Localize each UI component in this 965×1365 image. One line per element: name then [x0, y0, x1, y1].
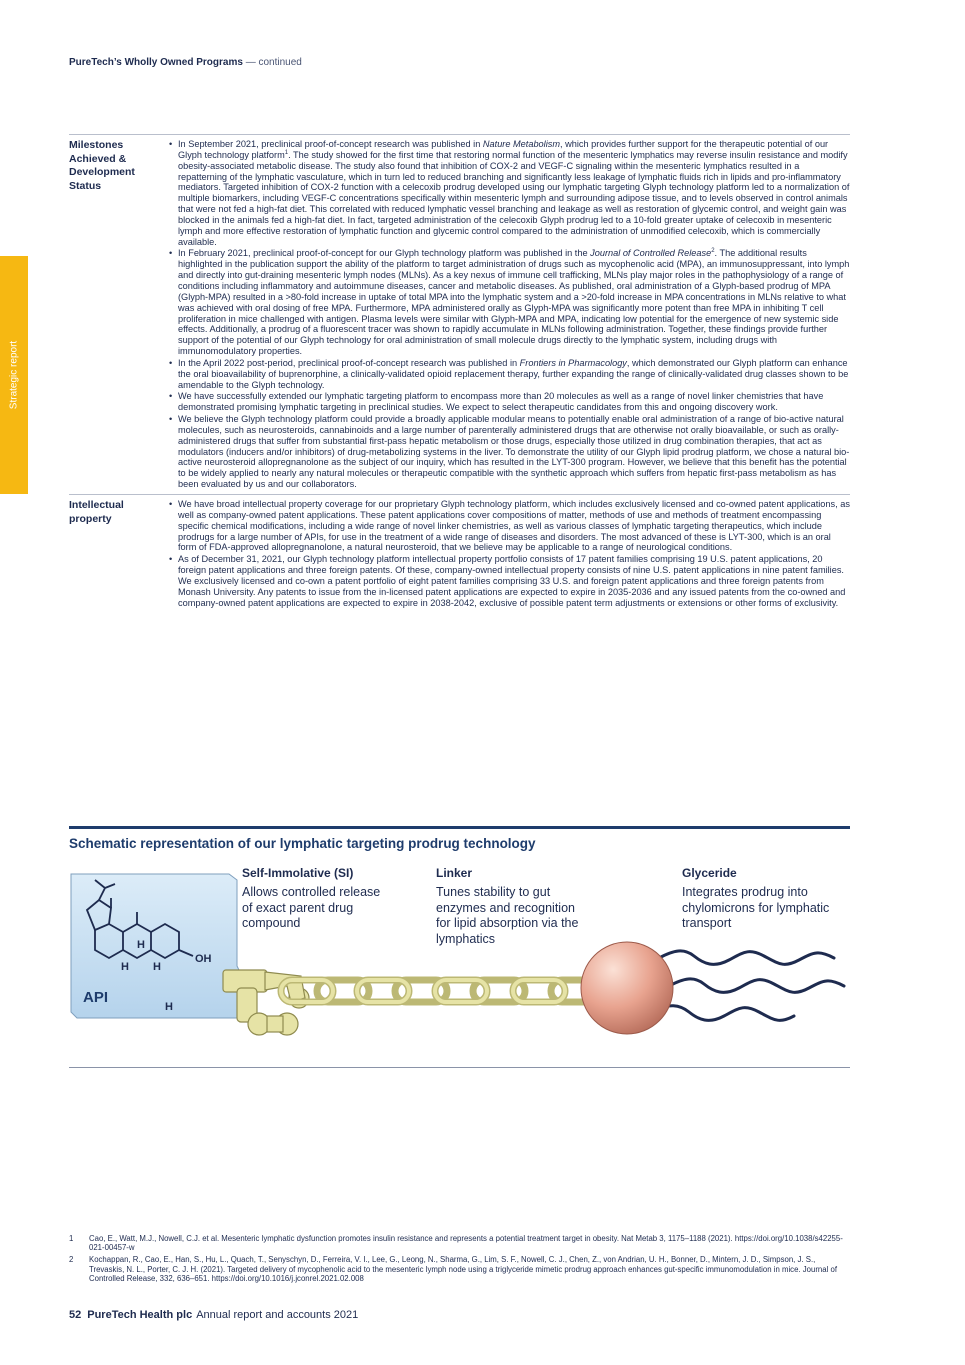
row-label: Intellectual property: [69, 499, 124, 525]
header-title: PureTech’s Wholly Owned Programs: [69, 57, 243, 68]
linker-description: Tunes stability to gut enzymes and recognition for lipid absorption via the lymphatics: [436, 885, 579, 946]
footnote-item: 2 Kochappan, R., Cao, E., Han, S., Hu, L., Quach, T., Senyschyn, D., Ferreira, V. I., Lee, G., Leong, N., Sharma, G., Lim, S. F., Nowell, C. J., Chen, Z., von Andrian, U. H., Bonner, D., Mintern, J. D., Simpson, J. S., Trevaskis, N. L., Porter, C. J. H. (2021). Targeted delivery of mycophenolic acid to the mesenteric lymph node using a triglyceride mimetic prodrug approach enhances gut-specific immunomodulation in mice. Journal of Controlled Release, 332, 636–651. https://doi.org/10.1016/j.jconrel.2021.02.008: [69, 1255, 837, 1283]
h-label: H: [153, 961, 161, 973]
schematic-top-rule: [69, 826, 850, 829]
table-row-ip: [69, 495, 850, 612]
bullet-item: • In the April 2022 post-period, preclinical proof-of-concept research was published in Frontiers in Pharmacology, which demonstrated our Glyph platform can enhance the oral bioavailability of buprenorphine, a clinically-validated opioid replacement therapy, further expanding the range of clinically-validated drug classes shown to be amendable to the Glyph technology.: [169, 358, 850, 391]
h-label: H: [165, 1001, 173, 1013]
glyceride-tails-icon: [654, 951, 844, 1020]
bullet-item: • We have broad intellectual property coverage for our proprietary Glyph technology platform, which includes exclusively licensed and co-owned patent applications, as well as company-owned patent applications. These patent applications cover compositions of matter, methods of use and methods of treatment encompassing specific chemical modifications, including a wide range of novel linker chemistries, as well as various classes of lymphatic targeting therapeutics, which include prodrugs for a large number of APIs, for use in the treatment of a wide range of diseases and disorders. The most advanced of these is LYT-300, which is an oral form of FDA-approved allopregnanolone, a natural neurosteroid, that we believe may be applicable to a range of neurological conditions.: [169, 499, 850, 553]
schematic-title: Schematic representation of our lymphatic targeting prodrug technology: [69, 836, 536, 851]
page-number: 52: [69, 1309, 82, 1321]
bullet-item: • We have successfully extended our lymphatic targeting platform to encompass more than 20 molecules as well as a range of novel linker chemistries that have demonstrated promising lymphatic targeting in preclinical studies. We expect to select therapeutic candidates from this and ongoing discovery work.: [169, 391, 850, 413]
si-description: Allows controlled release of exact parent drug compound: [242, 885, 381, 930]
schematic-bottom-rule: [69, 1067, 850, 1068]
bullet-item: • In February 2021, preclinical proof-of-concept for our Glyph technology platform was published in the Journal of Controlled Release$^2$. The additional results highlighted in the publication support the ability of the platform to target administration of drugs such as mycophenolic acid (MPA), an immunosuppressant, into lymph and directly into gut-draining mesenteric lymph nodes (MLNs). As a key nexus of immune cell trafficking, MLNs play major roles in the pathophysiology of a range of conditions including inflammatory and autoimmune diseases, cancer and metabolic diseases. As published, oral administration of a Glyph-based prodrug of MPA (Glyph-MPA) resulted in a >80-fold increase in uptake of total MPA into the lymphatic system and a >20-fold increase in MPA concentrations in MLNs relative to what was achieved with oral dosing of free MPA. Furthermore, MPA administered orally as Glyph-MPA was significantly more potent than free MPA in inhibiting T cell proliferation in mice challenged with antigen. Plasma levels were similar with Glyph-MPA and MPA, indicating low potential for the emergence of new systemic side effects. Additionally, a prodrug of a fluorescent tracer was shown to rapidly accumulate in MLNs following administration. Together, these findings provide further support of the potential of our Glyph technology for oral administration of small molecule drugs directly to the lymphatic system, including drugs with immunomodulatory properties.: [169, 248, 850, 356]
running-header: [69, 57, 302, 68]
glyceride-description: Integrates prodrug into chylomicrons for lymphatic transport: [682, 885, 830, 930]
bullet-item: • We believe the Glyph technology platform could provide a broadly applicable modular means to potentially enable oral administration of a range of bio-active natural molecules, such as neurosteroids, cannabinoids and a large number of parenterally administered drugs that are otherwise not orally bioavailable, or such as orally-administered drugs that suffer from substantial first-pass hepatic metabolism or those drugs, especially those utilized in drug combination therapies, that act as modulators (inducers and/or inhibitors) of drug-metabolizing systems in the liver. To demonstrate the utility of our Glyph lipid prodrug platform, we chose a natural bio-active neurosteroid allopregnanolone as the subject of our inquiry, which has resulted in the LYT-300 program. However, we believe that this benefit has the potential to be widely applied to nearly any natural molecules or therapeutic compatible with the synthetic approach which suffers from hepatic first-pass metabolism as has been evaluated by us and our collaborators.: [169, 414, 850, 490]
api-label: API: [83, 989, 109, 1006]
row-body: [169, 499, 850, 609]
footnotes: [69, 1234, 850, 1286]
bullet-item: • In September 2021, preclinical proof-of-concept research was published in Nature Metabolism, which provides further support for the therapeutic potential of our Glyph technology platform$^1$. The study showed for the first time that restoring normal function of the mesenteric lymphatics may reverse insulin resistance and modify obesity-associated metabolic disease. The study also found that inhibition of COX-2 and VEGF-C signaling within the mesenteric lymphatics resulted in a repatterning of the lymphatic vasculature, which in turn led to reduced branching and significantly less leakage of lymphatic fluids rich in lipids and pro-inflammatory mediators. Targeted inhibition of COX-2 function with a celecoxib prodrug developed using our lymphatic targeting Glyph technology platform led to a normalization of multiple biomarkers, including VEGF-C concentrations specifically within mesenteric lymph and surrounding adipose tissue, and to levels observed in control animals that were not fed a high-fat diet. This correlated with reduced lymphatic vessel branching and leakage as well as restoration of glycemic control, and weight gain was blocked in the animals fed a high-fat diet. In fact, targeted administration of the celecoxib Glyph prodrug led to a 10-fold greater uptake of celecoxib in mesenteric lymph and more effective restoration of lymphatic function and glycemic control compared to the administration of unmodified celecoxib, which is commercially available.: [169, 139, 850, 247]
section-side-tab[interactable]: [0, 256, 28, 494]
side-tab-label: Strategic report: [8, 340, 20, 410]
company-name: PureTech Health plc: [87, 1309, 193, 1321]
glyceride-sphere-icon: [581, 942, 673, 1034]
h-label: H: [137, 939, 145, 951]
table-row-milestones: [69, 135, 850, 495]
row-label: Milestones Achieved & Development Status: [69, 139, 135, 192]
glyceride-heading: Glyceride: [682, 866, 737, 880]
h-label: H: [121, 961, 129, 973]
oh-label: OH: [195, 953, 212, 965]
document-title: Annual report and accounts 2021: [196, 1309, 359, 1321]
bullet-item: • As of December 31, 2021, our Glyph technology platform intellectual property portfolio consists of 17 patent families comprising 19 U.S. patent applications, 20 foreign patent applications and three foreign patents. Of these, company-owned intellectual property consists of nine U.S. patent applications in nine patent families. We exclusively licensed and co-own a patent portfolio of eight patent families comprising 33 U.S. and foreign patent applications and three foreign patents from Monash University. Any patents to issue from the in-licensed patent applications are expected to expire in 2035-2036 and any issued patents from the co-owned and company-owned patent applications are expected to expire in 2038-2042, exclusive of possible patent term adjustments or extensions or other forms of exclusivity.: [169, 554, 850, 608]
prodrug-schematic-illustration: [69, 870, 850, 1060]
footnote-item: 1 Cao, E., Watt, M.J., Nowell, C.J. et al. Mesenteric lymphatic dysfunction promotes insulin resistance and represents a potential treatment target in obesity. Nat Metab 3, 1175–1188 (2021). https://doi.org/10.1038/s42255-021-00457-w: [69, 1234, 843, 1253]
page-footer: [69, 1309, 358, 1321]
program-table: [69, 134, 850, 612]
linker-heading: Linker: [436, 866, 473, 880]
header-continued: — continued: [242, 57, 302, 68]
si-heading: Self-Immolative (SI): [242, 866, 354, 880]
row-body: [169, 139, 850, 491]
